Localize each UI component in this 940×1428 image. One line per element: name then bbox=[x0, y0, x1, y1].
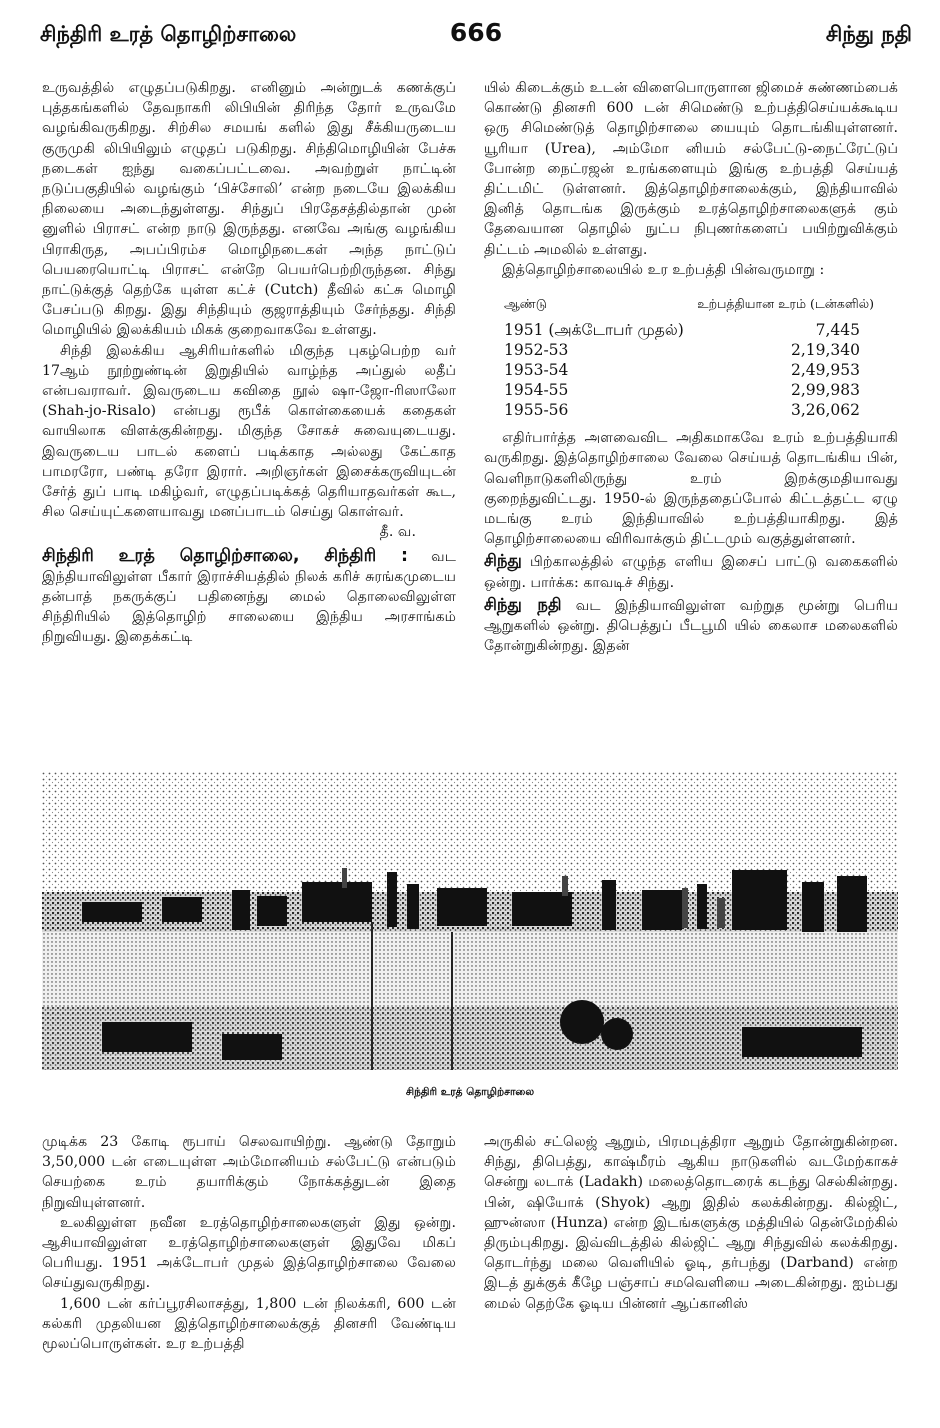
right-column-bottom bbox=[484, 1132, 898, 1314]
photo-caption: சிந்திரி உரத் தொழிற்சாலை bbox=[405, 1086, 535, 1098]
table-row bbox=[504, 340, 874, 360]
paragraph: உலகிலுள்ள நவீன உரத்தொழிற்சாலைகளுள் இது ஒன்று. ஆசியாவிலுள்ள உரத்தொழிற்சாலைகளுள் இதுவே மிகப் பெரியது. 1951 அக்டோபர் முதல் இத்தொழிற்சாலை வேலை செய்துவருகிறது. bbox=[42, 1214, 456, 1292]
table-cell-value: 2,49,953 bbox=[790, 361, 860, 380]
table-cell-year: 1954-55 bbox=[504, 381, 569, 400]
paragraph: எதிர்பார்த்த அளவைவிட அதிகமாகவே உரம் உற்பத்தியாகி வருகிறது. இத்தொழிற்சாலை வேலை செய்யத் தொடங்கிய பின், வெளிநாடுகளிலிருந்து உரம் இறக்குமதியாவது குறைந்துவிட்டது. 1950-ல் இருந்ததைப்போல் கிட்டத்தட்ட ஏழு மடங்கு உரம் இந்தியாவில் உற்பத்தியாகிறது. இத் தொழிற்சாலையை விரிவாக்கும் திட்டமும் வகுத்துள்ளனர். bbox=[484, 430, 898, 548]
table-cell-value: 7,445 bbox=[815, 321, 860, 340]
production-table bbox=[504, 294, 874, 420]
header-left-title: சிந்திரி உரத் தொழிற்சாலை bbox=[40, 22, 297, 46]
table-cell-year: 1953-54 bbox=[504, 361, 569, 380]
table-row bbox=[504, 320, 874, 340]
paragraph: 1,600 டன் கர்ப்பூரசிலாசத்து, 1,800 டன் நிலக்கரி, 600 டன் கல்கரி முதலியன இத்தொழிற்சாலைக்குத் தினசரி வேண்டிய மூலப்பொருள்கள். உர உற்பத்தி bbox=[42, 1295, 456, 1353]
paragraph: முடிக்க 23 கோடி ரூபாய் செலவாயிற்று. ஆண்டு தோறும் 3,50,000 டன் எடையுள்ள அம்மோனியம் சல்பேட்டு என்படும் செயற்கை உரம் தயாரிக்கும் நோக்கத்துடன் இதை நிறுவியுள்ளனர். bbox=[42, 1134, 456, 1211]
factory-photograph bbox=[42, 772, 898, 1070]
entry-title: சிந்திரி உரத் தொழிற்சாலை, சிந்திரி : bbox=[42, 545, 408, 566]
entry-term: சிந்து நதி bbox=[484, 594, 562, 614]
entry-text: பிற்காலத்தில் எழுந்த எளிய இசைப் பாட்டு வகைகளில் ஒன்று. பார்க்க: காவடிச் சிந்து. bbox=[484, 554, 898, 591]
entry-text: வட இந்தியாவிலுள்ள பீகார் இராச்சியத்தில் நிலக் கரிச் சுரங்கமுடைய தன்பாத் நகருக்குப் பதினைந்து மைல் தொலைவிலுள்ள சிந்திரியில் இத்தொழிற் சாலையை இந்திய அரசாங்கம் நிறுவியது. இதைக்கட்டி bbox=[42, 548, 457, 646]
table-cell-value: 2,99,983 bbox=[790, 381, 860, 400]
paragraph: யில் கிடைக்கும் உடன் விளைபொருளான ஜிமைச் சுண்ணம்பைக் கொண்டு தினசரி 600 டன் சிமெண்டு உற்பத்திசெய்யக்கூடிய ஒரு சிமெண்டுத் தொழிற்சாலை யையும் தொடங்கியுள்ளனர். யூரியா (Urea), அம்மோ னியம் சல்பேட்டு-நைட்ரேட்டுப் போன்ற நைட்ரஜன் உரங்களையும் இங்கு உற்பத்தி செய்யத் திட்டமிட் டுள்ளனர். இத்தொழிற்சாலைக்கும், இந்தியாவில் இனித் தொடங்க இருக்கும் உரத்தொழிற்சாலைகளுக் கும் தேவையான தொழில் நுட்ப நிபுணர்களைப் பயிற்றுவிக்கும் திட்டம் அமலில் உள்ளது. bbox=[484, 80, 898, 258]
table-header-year: ஆண்டு bbox=[504, 296, 547, 312]
table-header bbox=[504, 294, 874, 314]
paragraph: இத்தொழிற்சாலையில் உர உற்பத்தி பின்வருமாறு : bbox=[502, 261, 825, 278]
paragraph: அருகில் சட்லெஜ் ஆறும், பிரமபுத்திரா ஆறும் தோன்றுகின்றன. சிந்து, திபெத்து, காஷ்மீரம் ஆகிய நாடுகளில் வடமேற்காகச் சென்று லடாக் (Ladakh) மலைத்தொடரைக் கடந்து செல்கின்றது. பின், ஷியோக் (Shyok) ஆறு இதில் கலக்கின்றது. கில்ஜிட், ஹுன்ஸா (Hunza) என்ற இடங்களுக்கு மத்தியில் தென்மேற்கில் திரும்புகிறது. இவ்விடத்தில் கில்ஜிட் ஆறு சிந்துவில் கலக்கிறது. தொடர்ந்து மலை வெளியில் ஓடி, தர்பந்து (Darband) என்ற இடத் துக்குக் கீழே பஞ்சாப் சமவெளியை அடைகின்றது. ஐம்பது மைல் தெற்கே ஓடிய பின்னர் ஆப்கானிஸ் bbox=[484, 1134, 898, 1312]
right-column-top bbox=[484, 78, 898, 656]
table-cell-year: 1955-56 bbox=[504, 401, 569, 420]
page-header bbox=[40, 18, 912, 58]
paragraph: உருவத்தில் எழுதப்படுகிறது. எனினும் அன்றுடக் கணக்குப் புத்தகங்களில் தேவநாகரி லிபியின் திரிந்த தோர் உருவமே வழங்கிவருகிறது. சிற்சில சமயங் களில் இது சீக்கியருடைய குருமுகி லிபியிலும் எழுதப் படுகிறது. சிந்திமொழியின் பேச்சு நடைகள் ஐந்து வகைப்பட்டவை. அவற்றுள் நாட்டின் நடுப்பகுதியில் வழங்கும் ‘பிச்சோலி’ என்ற நடையே இலக்கிய நிலையை அடைந்துள்ளது. சிந்துப் பிரதேசத்தில்தான் முன் னுளில் பிராசட் என்ற நாடு இருந்தது. எனவே அங்கு வழங்கிய பிராகிருத, அபப்பிரம்ச மொழிநடைகள் அந்த நாட்டுப் பெயரையொட்டி பிராசட் என்றே பெயர்பெற்றிருந்தன. சிந்து நாட்டுக்குத் தெற்கே யுள்ள கட்ச் (Cutch) தீவில் கட்சு மொழி பேசப்படு கிறது. இது சிந்தியும் குஜராத்தியும் சேர்ந்தது. சிந்தி மொழியில் இலக்கியம் மிகக் குறைவாகவே உள்ளது. bbox=[42, 80, 456, 339]
entry-text: வட இந்தியாவிலுள்ள வற்றுத மூன்று பெரிய ஆறுகளில் ஒன்று. திபெத்துப் பீடபூமி யில் கைலாச மலைகளில் தோன்றுகின்றது. இதன் bbox=[484, 597, 898, 655]
table-cell-year: 1952-53 bbox=[504, 341, 569, 360]
table-header-value: உற்பத்தியான உரம் (டன்களில்) bbox=[697, 296, 874, 312]
left-column-top bbox=[42, 78, 456, 648]
author-initials: தீ. வ. bbox=[379, 524, 416, 541]
paragraph: சிந்தி இலக்கிய ஆசிரியர்களில் மிகுந்த புகழ்பெற்ற வர் 17ஆம் நூற்றுண்டின் இறுதியில் வாழ்ந்த அப்துல் லதீப் என்பவராவர். இவருடைய கவிதை நூல் ஷா-ஜோ-ரிஸாலோ (Shah-jo-Risalo) என்பது ரூபீக் கொள்கையைக் கதைகள் வாயிலாக விளக்குகின்றது. மிகுந்த சோகச் சுவையுடையது. இவருடைய பாடல் களைப் படிக்காத அல்லது கேட்காத பாமரரோ, பண்டி தரோ இரார். அறிஞர்கள் இசைக்கருவியுடன் சேர்த் துப் பாடி மகிழ்வர், எழுதப்படிக்கத் தெரியாதவர்கள் கூட, சில செய்யுட்களையாவது மனப்பாடம் செய்து கொள்வர். bbox=[42, 342, 456, 521]
table-row bbox=[504, 380, 874, 400]
entry-sindri bbox=[42, 545, 456, 648]
entry-sindhu-music bbox=[484, 551, 898, 592]
entry-sindhu-river bbox=[484, 595, 898, 657]
table-row bbox=[504, 360, 874, 380]
header-right-title: சிந்து நதி bbox=[825, 22, 912, 46]
page-number: 666 bbox=[449, 18, 503, 47]
table-row bbox=[504, 400, 874, 420]
table-cell-value: 3,26,062 bbox=[790, 401, 860, 420]
table-cell-value: 2,19,340 bbox=[790, 341, 860, 360]
table-cell-year: 1951 (அக்டோபர் முதல்) bbox=[504, 321, 684, 340]
entry-term: சிந்து bbox=[484, 551, 522, 571]
left-column-bottom bbox=[42, 1132, 456, 1354]
factory-photo-illustration bbox=[42, 772, 898, 1070]
